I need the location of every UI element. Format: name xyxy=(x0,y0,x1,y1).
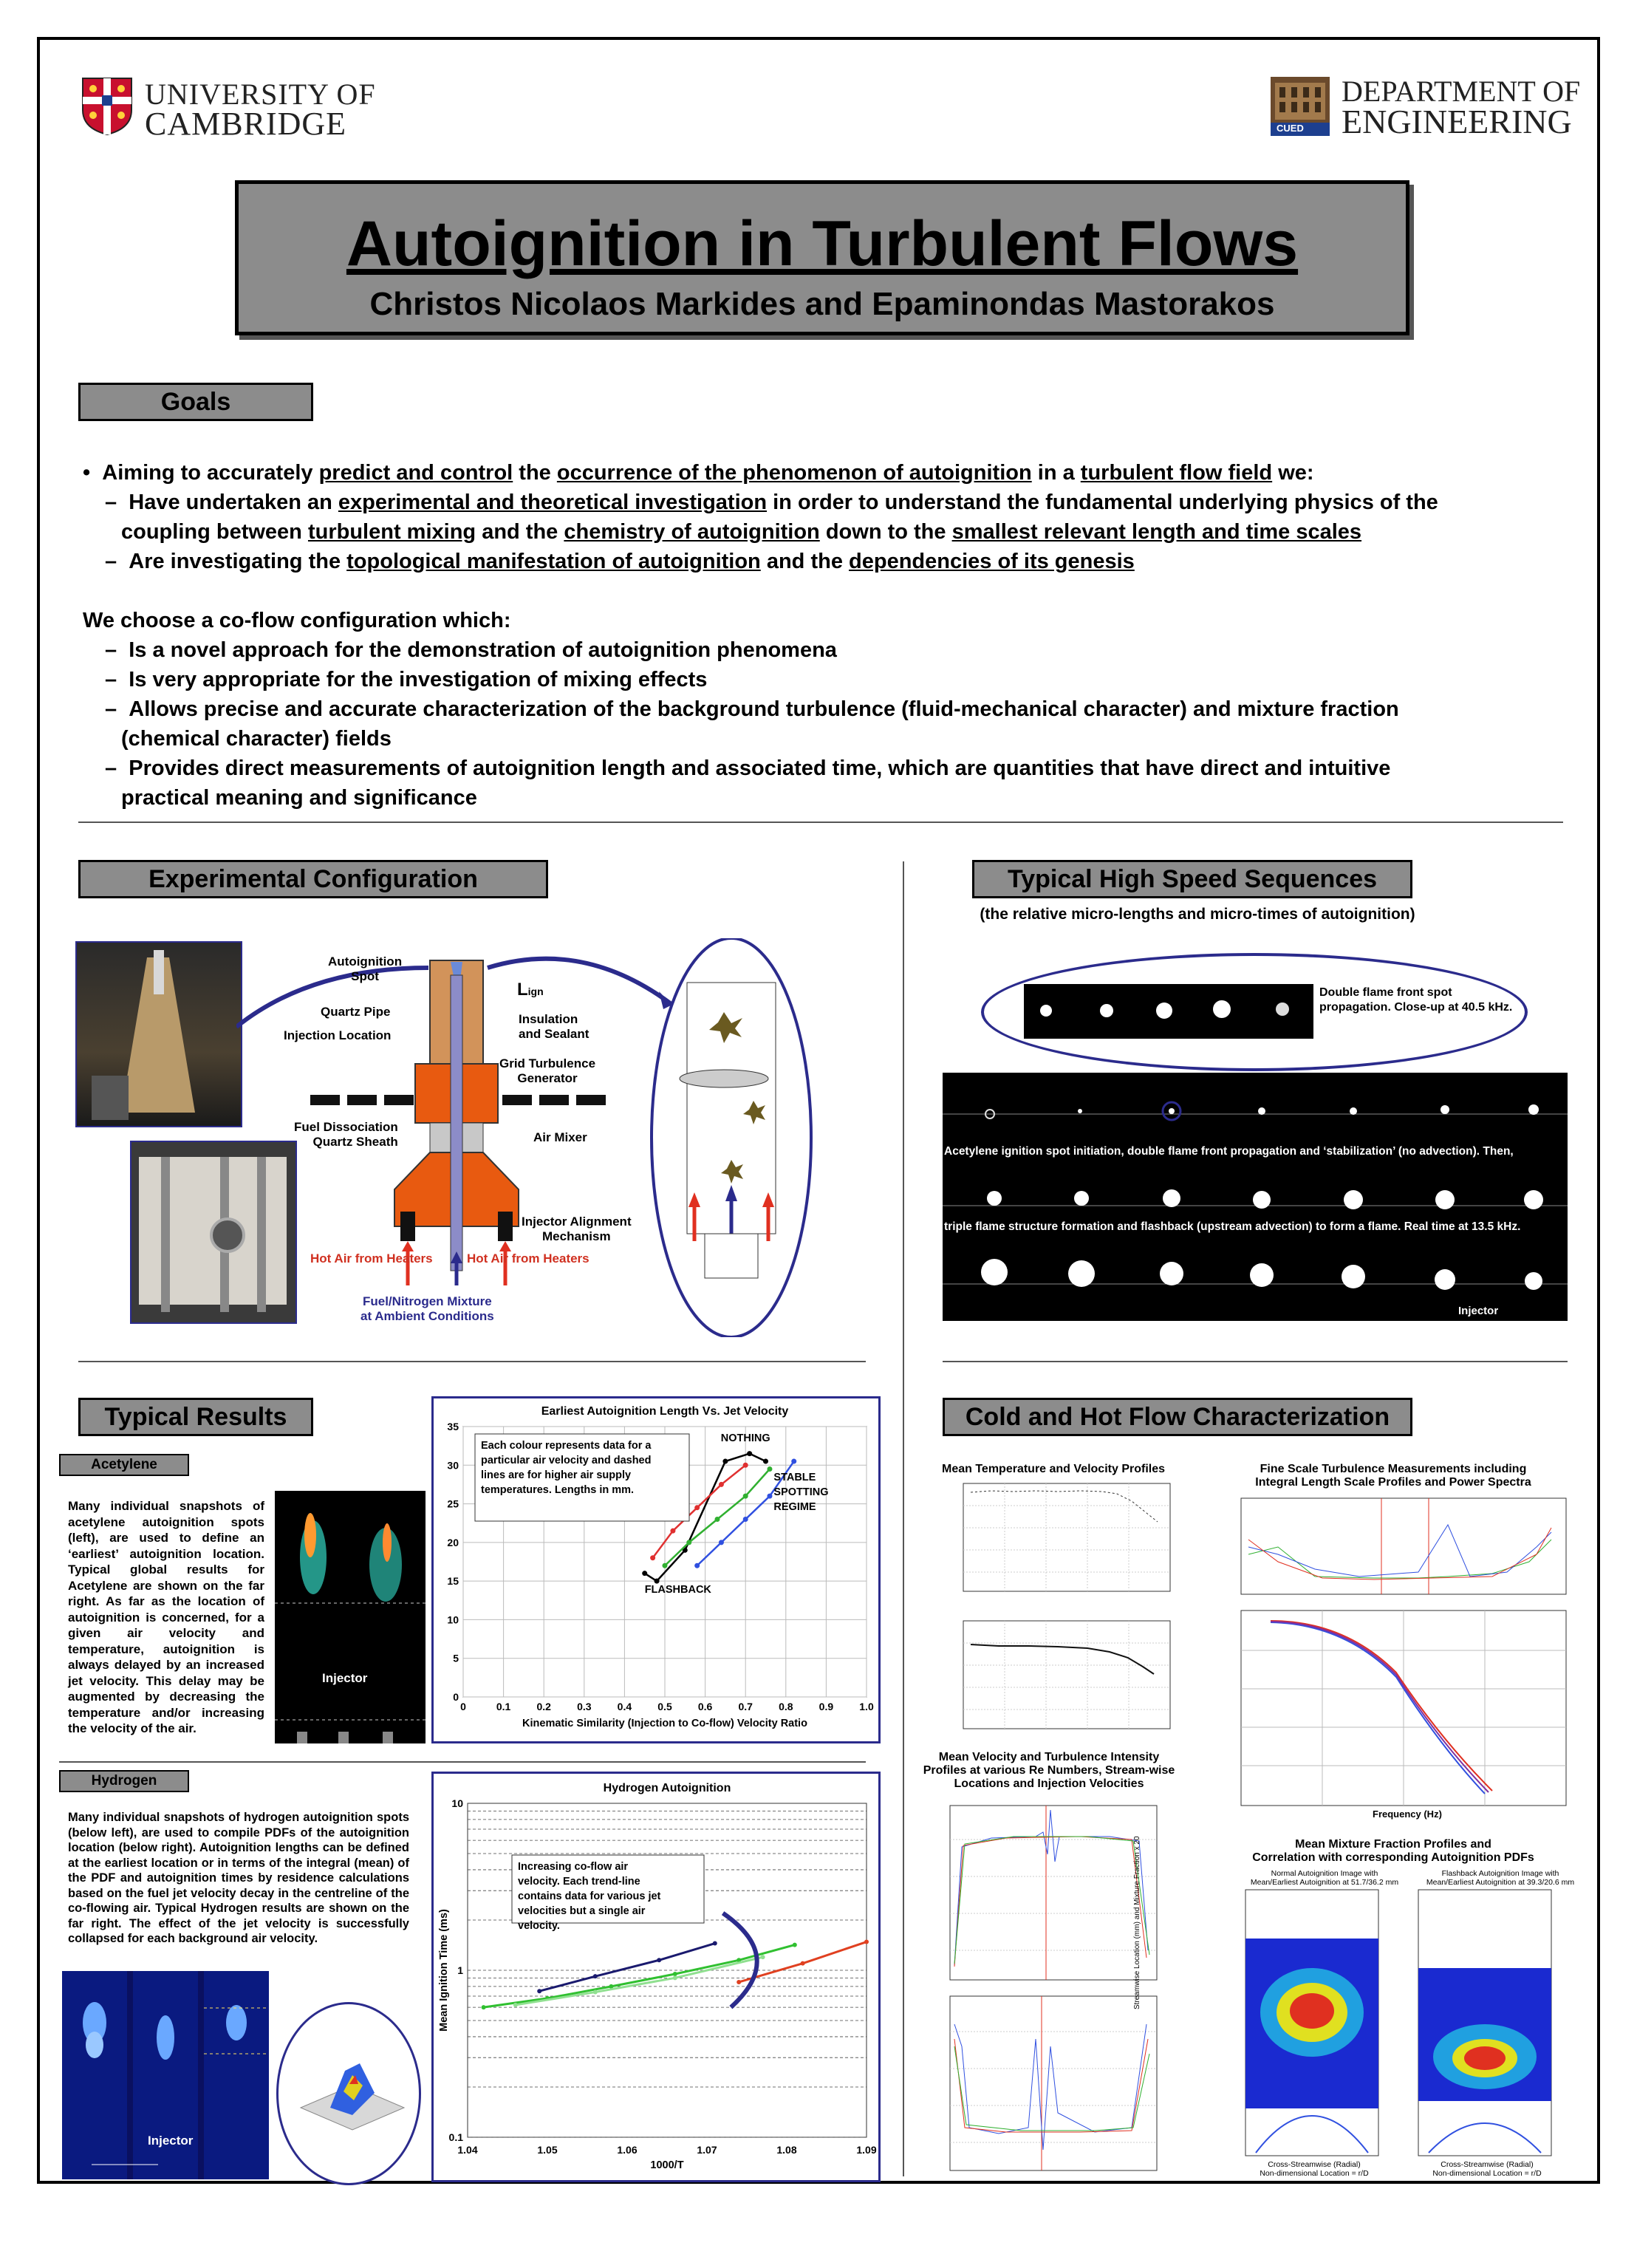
hydrogen-tag: Hydrogen xyxy=(59,1770,189,1792)
hydrogen-injector-label: Injector xyxy=(148,2134,194,2148)
chart1-title: Earliest Autoignition Length Vs. Jet Velocity xyxy=(541,1405,789,1418)
divider-vertical xyxy=(903,861,904,2176)
label-insulation: Insulation and Sealant xyxy=(519,1012,589,1041)
chart1-point xyxy=(694,1505,700,1510)
chart1-point xyxy=(719,1540,724,1545)
chart2-point xyxy=(737,1980,741,1984)
chart1-x-tick: 0.7 xyxy=(738,1701,753,1712)
goals-sub-1: – Have undertaken an experimental and theoretical investigation in order to understand the fundamental underlying physics of the xyxy=(105,491,1438,514)
chart1-point xyxy=(719,1482,724,1487)
sequence-frames-graphic xyxy=(943,1073,1568,1321)
chart2-annotation-line: Increasing co-flow air xyxy=(518,1861,629,1873)
mixture-title: Mean Mixture Fraction Profiles and Correlation with corresponding Autoignition PDFs xyxy=(1252,1838,1534,1864)
chart1-label-stable: SPOTTING xyxy=(773,1486,829,1499)
goals-sub-t3: – Allows precise and accurate characterization of the background turbulence (fluid-mechanical character) and mixture fraction xyxy=(105,697,1399,721)
chart1-annotation xyxy=(475,1434,689,1521)
goals-sub-t4: – Provides direct measurements of autoignition length and associated time, which are quantities that have direct and intuitive xyxy=(105,756,1391,780)
department-logo xyxy=(1271,74,1581,140)
mean-vel-plots xyxy=(932,1803,1161,2176)
closeup-strip xyxy=(1024,984,1313,1039)
acetylene-chart-svg xyxy=(434,1398,878,1741)
label-l-ign: Lign xyxy=(517,980,544,1000)
chart1-x-label: Kinematic Similarity (Injection to Co-flow) Velocity Ratio xyxy=(522,1718,807,1729)
goals-sub-1b: coupling between turbulent mixing and the chemistry of autoignition down to the smallest relevant length and time scales xyxy=(121,520,1362,544)
normal-image-caption: Normal Autoignition Image with Mean/Earliest Autoignition at 51.7/36.2 mm xyxy=(1250,1869,1399,1887)
chart1-annotation-line: Each colour represents data for a xyxy=(481,1440,652,1452)
chart2-annotation-line: contains data for various jet xyxy=(518,1890,661,1902)
coldhot-heading: Cold and Hot Flow Characterization xyxy=(943,1398,1412,1436)
cambridge-crest-icon xyxy=(81,77,133,136)
cambridge-logo xyxy=(81,74,377,140)
experimental-heading: Experimental Configuration xyxy=(78,860,548,898)
chart1-point xyxy=(743,1463,748,1468)
label-injector-alignment: Injector Alignment Mechanism xyxy=(522,1215,632,1243)
poster-title: Autoignition in Turbulent Flows xyxy=(346,208,1299,279)
chart1-label-stable: STABLE xyxy=(773,1472,816,1484)
chart2-y-label: Mean Ignition Time (ms) xyxy=(438,1909,450,2032)
connector-arrow-3 xyxy=(488,959,672,1005)
goals-sub-t1: – Is a novel approach for the demonstration of autoignition phenomena xyxy=(105,638,837,662)
chart1-y-tick: 0 xyxy=(453,1691,459,1703)
chart2-point xyxy=(593,1974,598,1978)
chart2-point xyxy=(482,2005,486,2009)
chart1-y-tick: 30 xyxy=(447,1459,459,1472)
chart2-x-tick: 1.07 xyxy=(697,2144,717,2156)
chart2-x-tick: 1.04 xyxy=(457,2144,478,2156)
chart2-y-tick: 10 xyxy=(451,1797,463,1809)
chart1-x-tick: 0.9 xyxy=(818,1701,834,1712)
chart1-label-stable: REGIME xyxy=(773,1501,816,1514)
chart1-x-tick: 0.3 xyxy=(577,1701,592,1712)
label-fuel-dissociation: Fuel Dissociation Quartz Sheath xyxy=(294,1120,398,1149)
pdf-ellipse xyxy=(276,2002,421,2185)
chart2-point xyxy=(657,1958,661,1962)
divider-results xyxy=(59,1761,866,1763)
goals-sub-t3b: (chemical character) fields xyxy=(121,727,392,751)
goals-sub-t2: – Is very appropriate for the investigation of mixing effects xyxy=(105,668,708,691)
chart2-annotation-line: velocity. xyxy=(518,1920,560,1932)
sequence-frames xyxy=(943,1073,1568,1321)
mean-temp-title: Mean Temperature and Velocity Profiles xyxy=(941,1463,1166,1475)
divider-mid-right xyxy=(943,1361,1568,1362)
chart1-x-tick: 0.5 xyxy=(657,1701,672,1712)
chart1-point xyxy=(767,1494,772,1499)
cued-label: CUED xyxy=(1277,123,1304,134)
hydrogen-chart-svg xyxy=(434,1774,878,2180)
acetylene-chart xyxy=(431,1396,881,1743)
chart2-annotation-line: velocities but a single air xyxy=(518,1905,646,1917)
goals-text xyxy=(83,458,1575,813)
closeup-spots xyxy=(1024,984,1313,1039)
chart1-x-tick: 0.6 xyxy=(697,1701,713,1712)
title-box xyxy=(235,180,1409,335)
goals-heading: Goals xyxy=(78,383,313,421)
chart1-y-tick: 15 xyxy=(447,1575,459,1588)
chart2-point xyxy=(513,2003,518,2007)
hydrogen-chart xyxy=(431,1772,881,2182)
chart1-y-tick: 20 xyxy=(447,1536,459,1548)
chart1-y-tick: 25 xyxy=(447,1497,459,1510)
chart1-x-tick: 0.4 xyxy=(617,1701,632,1712)
fine-scale-plots xyxy=(1226,1495,1573,1813)
chart2-point xyxy=(793,1943,797,1947)
closeup-caption: Double flame front spot propagation. Close-up at 40.5 kHz. xyxy=(1319,986,1513,1014)
sequences-subtitle: (the relative micro-lengths and micro-times of autoignition) xyxy=(980,906,1415,923)
divider-top xyxy=(78,822,1563,823)
goals-sub-t4b: practical meaning and significance xyxy=(121,786,477,810)
frequency-label: Frequency (Hz) xyxy=(1373,1808,1442,1820)
pdf-surface-graphic xyxy=(278,2004,419,2183)
chart1-label-flashback: FLASHBACK xyxy=(644,1583,711,1596)
chart2-point xyxy=(801,1961,805,1966)
chart2-x-tick: 1.08 xyxy=(776,2144,797,2156)
dept-line2: ENGINEERING xyxy=(1342,103,1572,140)
acetylene-injector-label: Injector xyxy=(322,1671,368,1685)
acetylene-tag: Acetylene xyxy=(59,1454,189,1476)
chart1-point xyxy=(714,1517,720,1522)
chart1-point xyxy=(655,1579,660,1584)
chart2-y-tick: 0.1 xyxy=(448,2131,463,2143)
rig-photo xyxy=(75,941,242,1127)
cross-stream-label-2: Cross-Streamwise (Radial) Non-dimensional Location = r/D xyxy=(1432,2160,1542,2178)
chart1-x-tick: 0.1 xyxy=(496,1701,511,1712)
chart1-point xyxy=(650,1555,655,1560)
results-heading: Typical Results xyxy=(78,1398,313,1436)
poster-authors: Christos Nicolaos Markides and Epaminondas Mastorakos xyxy=(369,286,1275,322)
cambridge-line2: CAMBRIDGE xyxy=(145,106,347,142)
chart2-title: Hydrogen Autoignition xyxy=(603,1782,731,1794)
chart2-x-tick: 1.09 xyxy=(856,2144,877,2156)
chart1-y-tick: 35 xyxy=(447,1421,459,1432)
stream-axis-label: Streamwise Location (mm) and Mixture Fraction x 20 xyxy=(1133,1836,1141,2009)
cambridge-line1: UNIVERSITY OF xyxy=(145,78,376,111)
chart1-annotation-line: lines are for higher air supply xyxy=(481,1469,632,1481)
goals-bullet-2: We choose a co-flow configuration which: xyxy=(83,609,511,632)
chart1-annotation-line: temperatures. Lengths in mm. xyxy=(481,1484,635,1496)
chart2-point xyxy=(673,1972,677,1976)
goals-sub-2: – Are investigating the topological manifestation of autoignition and the dependencies of its genesis xyxy=(105,550,1135,573)
chart2-point xyxy=(593,1990,598,1995)
chart1-point xyxy=(743,1494,748,1499)
chart2-x-tick: 1.05 xyxy=(537,2144,558,2156)
goals-bullet-1: • Aiming to accurately predict and control the occurrence of the phenomenon of autoignition in a turbulent flow field we: xyxy=(83,461,1314,485)
label-hot-air-left: Hot Air from Heaters xyxy=(310,1251,433,1265)
acetylene-text: Many individual snapshots of acetylene autoignition spots (left), are used to define an ‘earliest’ autoignition location. Typical global results for Acetylene are shown on the far right. As far as the location of autoignition is concerned, for a given air velocity and temperature, autoignition is always delayed by an increased jet velocity. This delay may be augmented by decreasing the temperature and/or increasing the velocity of the air. xyxy=(68,1499,264,1735)
chart1-point xyxy=(722,1459,728,1464)
dept-line1: DEPARTMENT OF xyxy=(1342,75,1581,108)
mixture-plots xyxy=(1226,1887,1573,2168)
label-quartz-pipe: Quartz Pipe xyxy=(321,1005,391,1019)
chart1-x-tick: 0.8 xyxy=(779,1701,793,1712)
fine-scale-title: Fine Scale Turbulence Measurements including Integral Length Scale Profiles and Power Spectra xyxy=(1255,1463,1531,1489)
chart1-y-tick: 10 xyxy=(447,1613,459,1626)
chart1-point xyxy=(642,1571,647,1576)
sequences-heading: Typical High Speed Sequences xyxy=(972,860,1412,898)
sequence-injector-label: Injector xyxy=(1458,1305,1499,1317)
chart1-annotation-line: particular air velocity and dashed xyxy=(481,1455,652,1466)
cross-stream-label-1: Cross-Streamwise (Radial) Non-dimensional Location = r/D xyxy=(1260,2160,1369,2178)
chart2-annotation-line: velocity. Each trend-line xyxy=(518,1876,640,1888)
chart2-point xyxy=(673,1975,677,1980)
chart1-point xyxy=(743,1517,748,1522)
rig-photo-graphic xyxy=(77,943,241,1126)
flashback-image-caption: Flashback Autoignition Image with Mean/Earliest Autoignition at 39.3/20.6 mm xyxy=(1426,1869,1575,1887)
label-autoignition-spot: Autoignition Spot xyxy=(328,954,403,983)
chart1-x-tick: 1.0 xyxy=(859,1701,874,1712)
chart1-point xyxy=(791,1459,796,1464)
chart1-point xyxy=(694,1563,700,1568)
chart1-point xyxy=(686,1540,691,1545)
chart2-x-tick: 1.06 xyxy=(617,2144,638,2156)
acetylene-snapshots-graphic xyxy=(275,1491,426,1743)
sequence-caption-2: triple flame structure formation and flashback (upstream advection) to form a flame. Real time at 13.5 kHz. xyxy=(944,1220,1521,1233)
chart1-y-tick: 5 xyxy=(453,1652,459,1664)
chart2-point xyxy=(537,1989,541,1993)
chart2-x-label: 1000/T xyxy=(650,2159,684,2171)
chart2-point xyxy=(761,1955,765,1959)
chart1-point xyxy=(663,1563,668,1568)
chart1-point xyxy=(767,1466,772,1472)
chart2-y-tick: 1 xyxy=(457,1964,463,1976)
chart1-x-tick: 0 xyxy=(460,1701,466,1712)
divider-mid-left xyxy=(78,1361,866,1362)
chart1-point xyxy=(747,1451,752,1456)
chart2-point xyxy=(713,1941,717,1946)
chart1-point xyxy=(763,1459,768,1464)
hydrogen-text: Many individual snapshots of hydrogen autoignition spots (below left), are used to compile PDFs of the autoignition location (below right). Autoignition lengths can be defined at the earliest location or in terms of the integral (mean) of the PDF and autoignition times by residence calculations based on the fuel jet velocity decay in the centreline of the co-flowing air. Typical Hydrogen results are shown on the far right. The effect of the jet velocity is successfully collapsed for each background air velocity. xyxy=(68,1811,409,1945)
label-grid: Grid Turbulence Generator xyxy=(499,1056,596,1085)
mean-vel-title: Mean Velocity and Turbulence Intensity Profiles at various Re Numbers, Stream-wise Locations and Injection Velocities xyxy=(923,1751,1175,1790)
label-air-mixer: Air Mixer xyxy=(533,1130,587,1144)
chart1-point xyxy=(670,1528,675,1534)
label-hot-air-right: Hot Air from Heaters xyxy=(467,1251,589,1265)
chart2-annotation xyxy=(512,1855,704,1932)
chart2-point xyxy=(864,1940,869,1944)
chart1-x-tick: 0.2 xyxy=(536,1701,551,1712)
mean-temp-plots xyxy=(932,1476,1183,1735)
chart1-label-nothing: NOTHING xyxy=(720,1432,770,1444)
label-injection-location: Injection Location xyxy=(284,1028,392,1042)
label-fuel-mixture: Fuel/Nitrogen Mixture at Ambient Conditions xyxy=(360,1294,494,1323)
acetylene-snapshots xyxy=(275,1491,426,1743)
sequence-caption-1: Acetylene ignition spot initiation, double flame front propagation and ‘stabilization’ (no advection). Then, xyxy=(944,1145,1514,1158)
